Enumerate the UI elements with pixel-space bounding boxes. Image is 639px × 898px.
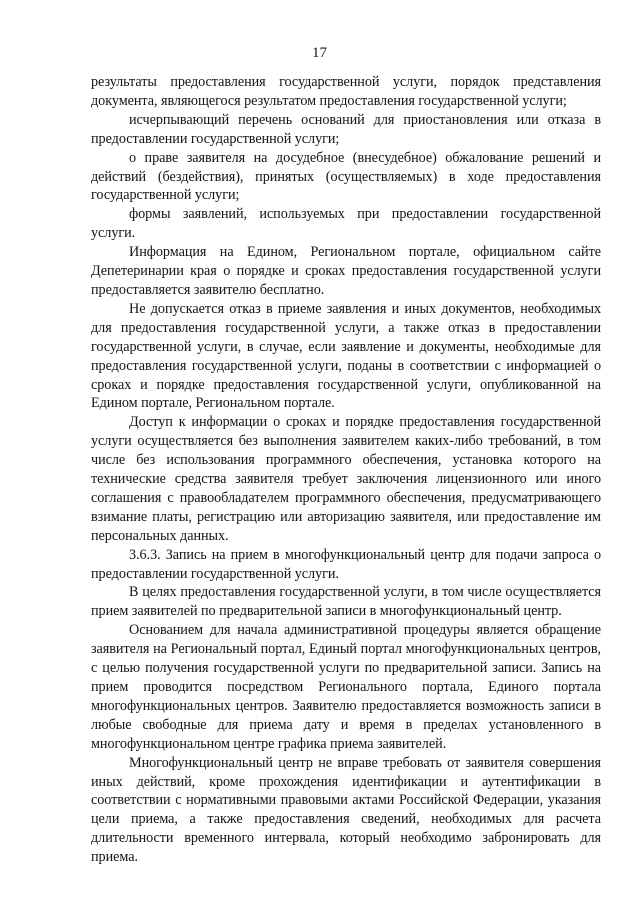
paragraph-grounds-refusal: исчерпывающий перечень оснований для приостановления или отказа в предоставлении государственной услуги; xyxy=(91,111,601,147)
paragraph-pre-registration: В целях предоставления государственной услуги, в том числе осуществляется прием заявителей по предварительной записи в многофункциональный центр. xyxy=(91,584,601,620)
paragraph-no-refusal: Не допускается отказ в приеме заявления и иных документов, необходимых для предоставления государственной услуги, а также отказ в предоставлении государственной услуги, в случае, если заявление и документы, необходимые для предоставления государственной услуги, поданы в соответствии с информацией о сроках и порядке предоставления государственной услуги, опубликованной на Едином портале, Региональном портале. xyxy=(91,300,601,412)
paragraph-result-info: результаты предоставления государственной услуги, порядок представления документа, являющегося результатом предоставления государственной услуги; xyxy=(91,74,601,109)
paragraph-procedure-basis: Основанием для начала административной процедуры является обращение заявителя на Региональный портал, Единый портал многофункциональных центров, с целью получения государственной услуги по предварительной записи. Запись на прием проводится посредством Регионального портала, Единого портала многофункциональных центров. Заявителю предоставляется возможность записи в любые свободные для приема дату и время в пределах установленного в многофункциональном центре графика приема заявителей. xyxy=(91,622,601,752)
paragraph-application-forms: формы заявлений, используемых при предоставлении государственной услуги. xyxy=(91,206,601,242)
paragraph-appeal-right: о праве заявителя на досудебное (внесудебное) обжалование решений и действий (бездействия), принятых (осуществляемых) в ходе предоставления государственной услуги; xyxy=(91,149,601,204)
paragraph-mfc-requirements: Многофункциональный центр не вправе требовать от заявителя совершения иных действий, кроме прохождения идентификации и аутентификации в соответствии с нормативными правовыми актами Российской Федерации, указания цели приема, а также предоставления сведений, необходимых для расчета длительности временного интервала, который необходимо забронировать для приема. xyxy=(91,754,601,866)
paragraph-section-3-6-3: 3.6.3. Запись на прием в многофункциональный центр для подачи запроса о предоставлении государственной услуги. xyxy=(91,546,601,582)
document-body xyxy=(91,73,601,867)
paragraph-access-info: Доступ к информации о сроках и порядке предоставления государственной услуги осуществляется без выполнения заявителем каких-либо требований, в том числе без использования программного обеспечения, установка которого на технические средства заявителя требует заключения лицензионного или иного соглашения с правообладателем программного обеспечения, предусматривающего взимание платы, регистрацию или авторизацию заявителя, или предоставление им персональных данных. xyxy=(91,414,601,544)
page-number: 17 xyxy=(312,45,327,61)
paragraph-free-information: Информация на Едином, Региональном портале, официальном сайте Депетеринарии края о порядке и сроках предоставления государственной услуги предоставляется заявителю бесплатно. xyxy=(91,244,601,298)
